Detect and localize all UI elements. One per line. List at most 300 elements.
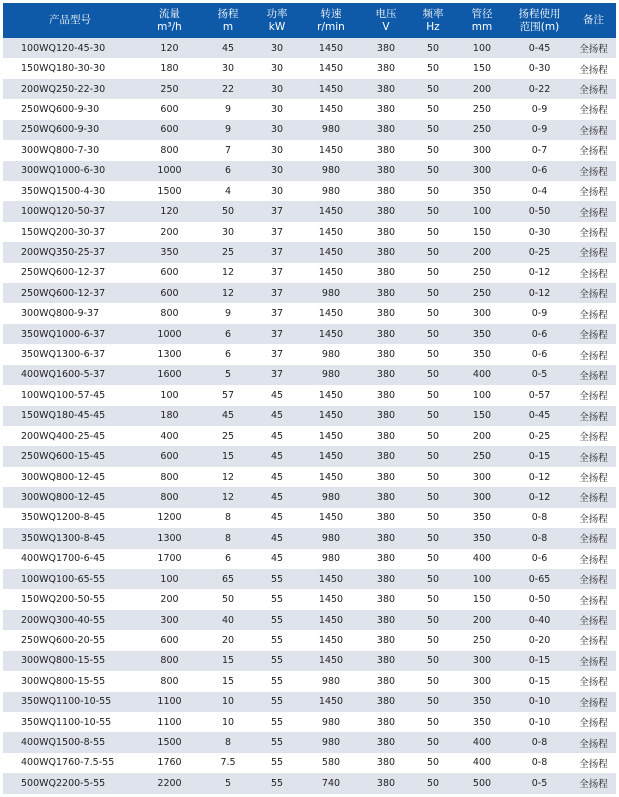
cell-flow: 600: [137, 283, 202, 303]
cell-model: 350WQ1300-8-45: [3, 528, 137, 548]
cell-model: 150WQ180-45-45: [3, 406, 137, 426]
cell-note: 全扬程: [571, 406, 616, 426]
cell-speed: 980: [300, 528, 362, 548]
cell-power: 55: [254, 732, 300, 752]
cell-head-range: 0-8: [508, 753, 571, 773]
cell-voltage: 380: [362, 773, 410, 793]
cell-head: 7: [202, 140, 254, 160]
cell-power: 37: [254, 344, 300, 364]
cell-power: 37: [254, 201, 300, 221]
cell-note: 全扬程: [571, 120, 616, 140]
cell-head: 25: [202, 426, 254, 446]
table-row: [3, 630, 616, 650]
cell-head: 5: [202, 365, 254, 385]
cell-speed: 1450: [300, 140, 362, 160]
cell-speed: 1450: [300, 446, 362, 466]
table-row: [3, 589, 616, 609]
cell-model: 350WQ1100-10-55: [3, 692, 137, 712]
table-row: [3, 671, 616, 691]
cell-power: 37: [254, 283, 300, 303]
table-row: [3, 651, 616, 671]
cell-flow: 250: [137, 79, 202, 99]
cell-model: 200WQ250-22-30: [3, 79, 137, 99]
cell-head-range: 0-5: [508, 365, 571, 385]
cell-note: 全扬程: [571, 569, 616, 589]
cell-model: 150WQ200-50-55: [3, 589, 137, 609]
header-speed: 转速 r/min: [300, 3, 362, 38]
table-row: [3, 426, 616, 446]
cell-head: 6: [202, 161, 254, 181]
cell-note: 全扬程: [571, 732, 616, 752]
cell-flow: 1100: [137, 712, 202, 732]
cell-diameter: 300: [456, 467, 508, 487]
table-row: [3, 58, 616, 78]
cell-model: 250WQ600-12-37: [3, 283, 137, 303]
cell-note: 全扬程: [571, 487, 616, 507]
cell-flow: 1600: [137, 365, 202, 385]
cell-speed: 1450: [300, 508, 362, 528]
cell-model: 150WQ200-30-37: [3, 222, 137, 242]
cell-frequency: 50: [410, 773, 456, 793]
cell-note: 全扬程: [571, 79, 616, 99]
cell-head-range: 0-4: [508, 181, 571, 201]
cell-diameter: 350: [456, 324, 508, 344]
cell-voltage: 380: [362, 222, 410, 242]
cell-power: 45: [254, 487, 300, 507]
cell-speed: 1450: [300, 385, 362, 405]
cell-frequency: 50: [410, 446, 456, 466]
header-head: 扬程 m: [202, 3, 254, 38]
cell-head-range: 0-8: [508, 508, 571, 528]
cell-flow: 1000: [137, 324, 202, 344]
cell-speed: 1450: [300, 201, 362, 221]
cell-head: 8: [202, 508, 254, 528]
table-row: [3, 283, 616, 303]
cell-head: 12: [202, 283, 254, 303]
cell-model: 350WQ1500-4-30: [3, 181, 137, 201]
cell-note: 全扬程: [571, 589, 616, 609]
cell-flow: 120: [137, 38, 202, 58]
cell-head-range: 0-7: [508, 140, 571, 160]
cell-model: 250WQ600-12-37: [3, 263, 137, 283]
table-row: [3, 120, 616, 140]
cell-flow: 1760: [137, 753, 202, 773]
cell-flow: 120: [137, 201, 202, 221]
cell-speed: 980: [300, 549, 362, 569]
cell-power: 55: [254, 712, 300, 732]
cell-voltage: 380: [362, 692, 410, 712]
cell-diameter: 100: [456, 201, 508, 221]
cell-voltage: 380: [362, 487, 410, 507]
cell-head-range: 0-8: [508, 528, 571, 548]
cell-frequency: 50: [410, 161, 456, 181]
cell-speed: 980: [300, 365, 362, 385]
cell-head-range: 0-50: [508, 589, 571, 609]
cell-frequency: 50: [410, 692, 456, 712]
cell-diameter: 300: [456, 140, 508, 160]
cell-model: 250WQ600-15-45: [3, 446, 137, 466]
table-row: [3, 161, 616, 181]
cell-model: 300WQ800-12-45: [3, 467, 137, 487]
cell-flow: 600: [137, 120, 202, 140]
cell-frequency: 50: [410, 487, 456, 507]
cell-head-range: 0-6: [508, 344, 571, 364]
cell-model: 300WQ800-7-30: [3, 140, 137, 160]
cell-diameter: 400: [456, 549, 508, 569]
cell-note: 全扬程: [571, 712, 616, 732]
cell-frequency: 50: [410, 528, 456, 548]
cell-flow: 600: [137, 446, 202, 466]
cell-head-range: 0-57: [508, 385, 571, 405]
cell-speed: 980: [300, 712, 362, 732]
cell-flow: 200: [137, 222, 202, 242]
cell-head: 5: [202, 773, 254, 793]
cell-power: 30: [254, 58, 300, 78]
cell-model: 250WQ600-9-30: [3, 120, 137, 140]
table-row: [3, 242, 616, 262]
cell-power: 37: [254, 263, 300, 283]
cell-speed: 1450: [300, 406, 362, 426]
cell-voltage: 380: [362, 120, 410, 140]
cell-head: 30: [202, 58, 254, 78]
cell-speed: 580: [300, 753, 362, 773]
cell-head: 20: [202, 630, 254, 650]
cell-speed: 1450: [300, 651, 362, 671]
cell-speed: 980: [300, 283, 362, 303]
cell-diameter: 150: [456, 222, 508, 242]
cell-head: 12: [202, 263, 254, 283]
table-row: [3, 365, 616, 385]
cell-speed: 1450: [300, 692, 362, 712]
cell-power: 55: [254, 589, 300, 609]
cell-diameter: 200: [456, 79, 508, 99]
cell-head: 15: [202, 651, 254, 671]
cell-head-range: 0-12: [508, 283, 571, 303]
cell-note: 全扬程: [571, 467, 616, 487]
cell-note: 全扬程: [571, 528, 616, 548]
cell-note: 全扬程: [571, 692, 616, 712]
cell-model: 100WQ120-50-37: [3, 201, 137, 221]
table-row: [3, 528, 616, 548]
cell-diameter: 100: [456, 569, 508, 589]
table-row: [3, 773, 616, 793]
table-body: [3, 38, 616, 794]
cell-power: 55: [254, 610, 300, 630]
table-header-row: [3, 3, 616, 38]
cell-diameter: 400: [456, 732, 508, 752]
cell-speed: 740: [300, 773, 362, 793]
cell-head: 50: [202, 201, 254, 221]
cell-model: 400WQ1700-6-45: [3, 549, 137, 569]
cell-model: 400WQ1600-5-37: [3, 365, 137, 385]
cell-model: 100WQ120-45-30: [3, 38, 137, 58]
cell-frequency: 50: [410, 140, 456, 160]
cell-power: 30: [254, 120, 300, 140]
cell-power: 55: [254, 671, 300, 691]
cell-diameter: 400: [456, 365, 508, 385]
table-row: [3, 549, 616, 569]
cell-voltage: 380: [362, 651, 410, 671]
cell-diameter: 250: [456, 283, 508, 303]
cell-head: 10: [202, 692, 254, 712]
cell-voltage: 380: [362, 610, 410, 630]
header-head-range: 扬程使用 范围(m): [508, 3, 571, 38]
cell-head: 7.5: [202, 753, 254, 773]
cell-flow: 1700: [137, 549, 202, 569]
cell-voltage: 380: [362, 201, 410, 221]
cell-note: 全扬程: [571, 610, 616, 630]
cell-speed: 1450: [300, 426, 362, 446]
cell-voltage: 380: [362, 242, 410, 262]
cell-head: 12: [202, 467, 254, 487]
pump-spec-table: [3, 3, 616, 794]
cell-speed: 1450: [300, 630, 362, 650]
cell-note: 全扬程: [571, 324, 616, 344]
cell-head-range: 0-15: [508, 651, 571, 671]
cell-diameter: 400: [456, 753, 508, 773]
cell-model: 350WQ1100-10-55: [3, 712, 137, 732]
cell-diameter: 200: [456, 426, 508, 446]
cell-note: 全扬程: [571, 201, 616, 221]
cell-model: 400WQ1500-8-55: [3, 732, 137, 752]
cell-note: 全扬程: [571, 140, 616, 160]
cell-power: 37: [254, 303, 300, 323]
cell-head: 9: [202, 99, 254, 119]
cell-head-range: 0-12: [508, 467, 571, 487]
header-frequency: 频率 Hz: [410, 3, 456, 38]
cell-head-range: 0-6: [508, 161, 571, 181]
cell-note: 全扬程: [571, 263, 616, 283]
cell-power: 55: [254, 692, 300, 712]
cell-head: 9: [202, 120, 254, 140]
table-row: [3, 140, 616, 160]
cell-power: 45: [254, 528, 300, 548]
cell-diameter: 500: [456, 773, 508, 793]
cell-diameter: 350: [456, 181, 508, 201]
table-row: [3, 446, 616, 466]
cell-voltage: 380: [362, 79, 410, 99]
cell-head-range: 0-25: [508, 242, 571, 262]
cell-head: 57: [202, 385, 254, 405]
cell-speed: 1450: [300, 610, 362, 630]
cell-frequency: 50: [410, 549, 456, 569]
cell-model: 500WQ2200-5-55: [3, 773, 137, 793]
table-row: [3, 732, 616, 752]
cell-flow: 1100: [137, 692, 202, 712]
cell-voltage: 380: [362, 344, 410, 364]
cell-speed: 1450: [300, 303, 362, 323]
cell-speed: 1450: [300, 222, 362, 242]
cell-diameter: 300: [456, 161, 508, 181]
cell-voltage: 380: [362, 365, 410, 385]
header-model: 产品型号: [3, 3, 137, 38]
cell-head-range: 0-5: [508, 773, 571, 793]
cell-diameter: 350: [456, 528, 508, 548]
cell-voltage: 380: [362, 630, 410, 650]
cell-diameter: 250: [456, 99, 508, 119]
cell-flow: 600: [137, 630, 202, 650]
cell-diameter: 150: [456, 58, 508, 78]
cell-voltage: 380: [362, 446, 410, 466]
cell-voltage: 380: [362, 589, 410, 609]
cell-power: 45: [254, 549, 300, 569]
table-row: [3, 181, 616, 201]
cell-model: 350WQ1000-6-37: [3, 324, 137, 344]
cell-power: 45: [254, 446, 300, 466]
cell-frequency: 50: [410, 467, 456, 487]
cell-speed: 1450: [300, 242, 362, 262]
table-row: [3, 222, 616, 242]
table-row: [3, 79, 616, 99]
cell-power: 45: [254, 406, 300, 426]
table-row: [3, 753, 616, 773]
cell-model: 350WQ1300-6-37: [3, 344, 137, 364]
cell-voltage: 380: [362, 385, 410, 405]
cell-note: 全扬程: [571, 773, 616, 793]
cell-diameter: 300: [456, 651, 508, 671]
cell-flow: 200: [137, 589, 202, 609]
cell-frequency: 50: [410, 201, 456, 221]
cell-note: 全扬程: [571, 385, 616, 405]
cell-frequency: 50: [410, 263, 456, 283]
cell-frequency: 50: [410, 120, 456, 140]
cell-voltage: 380: [362, 467, 410, 487]
cell-note: 全扬程: [571, 38, 616, 58]
table-row: [3, 692, 616, 712]
cell-voltage: 380: [362, 161, 410, 181]
cell-power: 37: [254, 324, 300, 344]
cell-voltage: 380: [362, 58, 410, 78]
cell-head: 8: [202, 528, 254, 548]
cell-frequency: 50: [410, 181, 456, 201]
cell-frequency: 50: [410, 589, 456, 609]
cell-diameter: 300: [456, 303, 508, 323]
cell-model: 300WQ800-12-45: [3, 487, 137, 507]
header-note: 备注: [571, 3, 616, 38]
cell-head-range: 0-30: [508, 58, 571, 78]
cell-note: 全扬程: [571, 671, 616, 691]
cell-speed: 1450: [300, 324, 362, 344]
cell-note: 全扬程: [571, 58, 616, 78]
cell-model: 200WQ350-25-37: [3, 242, 137, 262]
cell-diameter: 300: [456, 671, 508, 691]
cell-frequency: 50: [410, 406, 456, 426]
cell-head: 4: [202, 181, 254, 201]
cell-frequency: 50: [410, 38, 456, 58]
cell-voltage: 380: [362, 181, 410, 201]
cell-power: 30: [254, 181, 300, 201]
cell-voltage: 380: [362, 426, 410, 446]
cell-voltage: 380: [362, 324, 410, 344]
cell-voltage: 380: [362, 263, 410, 283]
cell-flow: 800: [137, 467, 202, 487]
table-row: [3, 467, 616, 487]
cell-frequency: 50: [410, 242, 456, 262]
cell-head-range: 0-12: [508, 487, 571, 507]
cell-model: 100WQ100-57-45: [3, 385, 137, 405]
cell-head: 12: [202, 487, 254, 507]
cell-flow: 1500: [137, 732, 202, 752]
cell-note: 全扬程: [571, 651, 616, 671]
table-row: [3, 487, 616, 507]
cell-note: 全扬程: [571, 426, 616, 446]
cell-flow: 800: [137, 671, 202, 691]
cell-flow: 350: [137, 242, 202, 262]
cell-model: 200WQ300-40-55: [3, 610, 137, 630]
cell-frequency: 50: [410, 385, 456, 405]
cell-head-range: 0-6: [508, 549, 571, 569]
cell-speed: 1450: [300, 58, 362, 78]
cell-speed: 980: [300, 120, 362, 140]
cell-voltage: 380: [362, 528, 410, 548]
cell-frequency: 50: [410, 753, 456, 773]
cell-model: 250WQ600-20-55: [3, 630, 137, 650]
cell-flow: 800: [137, 487, 202, 507]
cell-frequency: 50: [410, 99, 456, 119]
cell-flow: 800: [137, 140, 202, 160]
cell-head-range: 0-15: [508, 446, 571, 466]
cell-diameter: 350: [456, 344, 508, 364]
cell-head: 22: [202, 79, 254, 99]
cell-power: 37: [254, 242, 300, 262]
cell-diameter: 100: [456, 385, 508, 405]
cell-flow: 1300: [137, 528, 202, 548]
cell-head-range: 0-6: [508, 324, 571, 344]
cell-frequency: 50: [410, 732, 456, 752]
cell-note: 全扬程: [571, 344, 616, 364]
cell-speed: 1450: [300, 38, 362, 58]
table-row: [3, 303, 616, 323]
cell-head-range: 0-15: [508, 671, 571, 691]
cell-model: 200WQ400-25-45: [3, 426, 137, 446]
cell-head-range: 0-25: [508, 426, 571, 446]
cell-head: 25: [202, 242, 254, 262]
cell-head-range: 0-40: [508, 610, 571, 630]
cell-head: 50: [202, 589, 254, 609]
cell-frequency: 50: [410, 651, 456, 671]
cell-voltage: 380: [362, 303, 410, 323]
cell-flow: 300: [137, 610, 202, 630]
cell-frequency: 50: [410, 303, 456, 323]
cell-head-range: 0-20: [508, 630, 571, 650]
cell-flow: 1200: [137, 508, 202, 528]
cell-frequency: 50: [410, 508, 456, 528]
cell-power: 30: [254, 38, 300, 58]
cell-diameter: 100: [456, 38, 508, 58]
cell-voltage: 380: [362, 283, 410, 303]
cell-head: 8: [202, 732, 254, 752]
cell-flow: 600: [137, 99, 202, 119]
cell-diameter: 350: [456, 508, 508, 528]
cell-voltage: 380: [362, 99, 410, 119]
cell-head: 9: [202, 303, 254, 323]
cell-frequency: 50: [410, 712, 456, 732]
table-row: [3, 201, 616, 221]
header-diameter: 管径 mm: [456, 3, 508, 38]
cell-note: 全扬程: [571, 283, 616, 303]
cell-head-range: 0-10: [508, 712, 571, 732]
cell-power: 30: [254, 140, 300, 160]
cell-head-range: 0-30: [508, 222, 571, 242]
cell-diameter: 200: [456, 242, 508, 262]
cell-note: 全扬程: [571, 365, 616, 385]
cell-speed: 980: [300, 487, 362, 507]
cell-model: 300WQ800-15-55: [3, 651, 137, 671]
cell-note: 全扬程: [571, 549, 616, 569]
table-row: [3, 712, 616, 732]
cell-diameter: 300: [456, 487, 508, 507]
cell-diameter: 150: [456, 406, 508, 426]
